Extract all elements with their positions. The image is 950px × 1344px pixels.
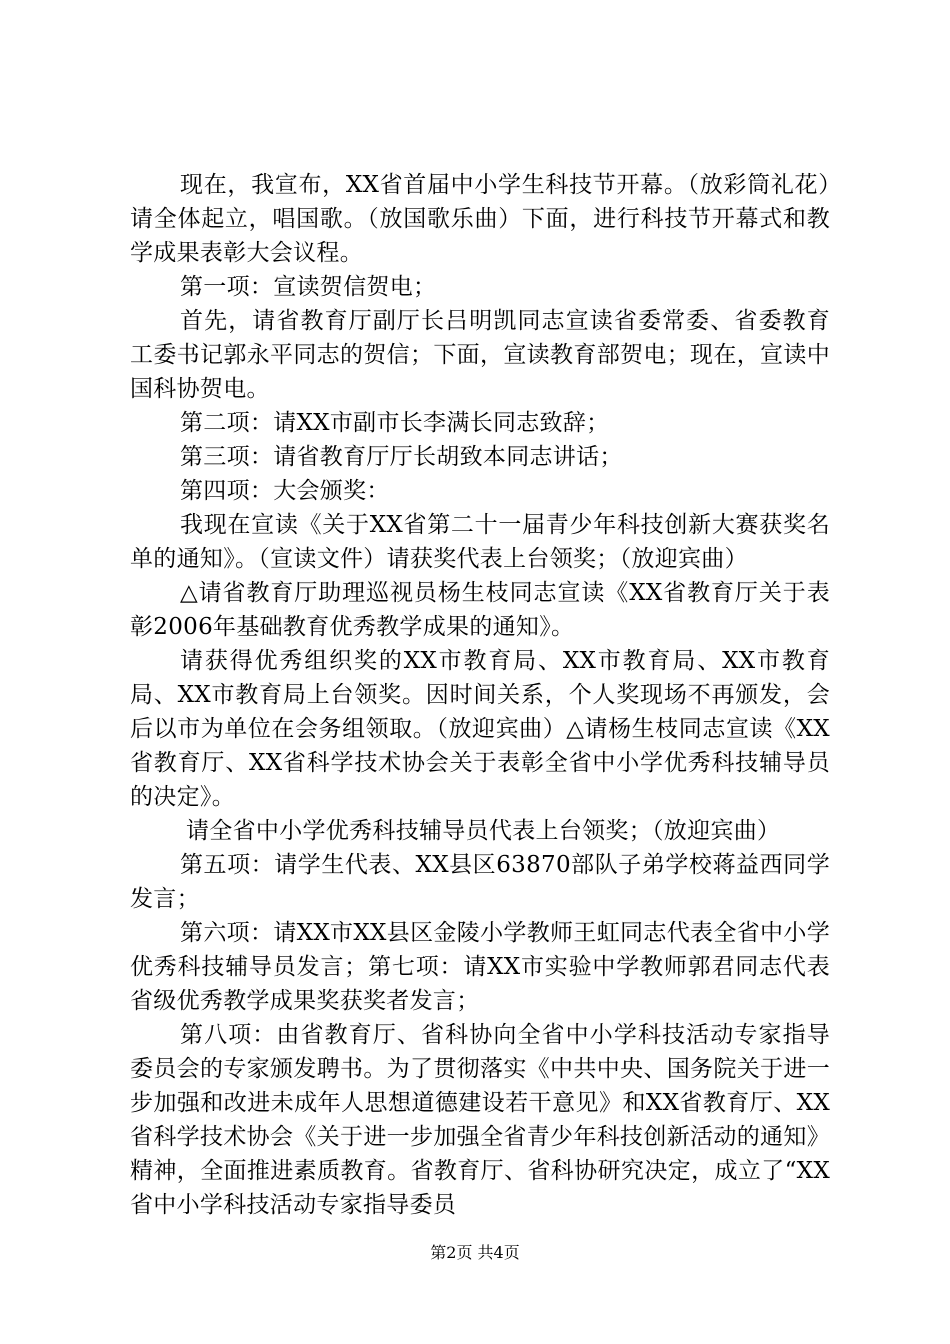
paragraph-item-2: 第二项：请XX市副市长李满长同志致辞； [180, 410, 610, 436]
paragraph-item-6-7: 第六项：请XX市XX县区金陵小学教师王虹同志代表全省中小学优秀科技辅导员发言；第七项：请XX市实验中学教师郭君同志代表省级优秀教学成果奖获奖者发言； [130, 920, 830, 1014]
paragraph-item-8: 第八项：由省教育厅、省科协向全省中小学科技活动专家指导委员会的专家颁发聘书。为了贯彻落实《中共中央、国务院关于进一步加强和改进未成年人思想道德建设若干意见》和XX省教育厅、XX省科学技术协会《关于进一步加强全省青少年科技创新活动的通知》精神，全面推进素质教育。省教育厅、省科协研究决定，成立了“XX省中小学科技活动专家指导委员 [130, 1022, 830, 1218]
document-body [130, 168, 830, 1222]
paragraph-item-4-announce: 我现在宣读《关于XX省第二十一届青少年科技创新大赛获奖名单的通知》。（宣读文件）请获奖代表上台领奖；（放迎宾曲） [130, 512, 830, 572]
paragraph-item-4-achievement: △请省教育厅助理巡视员杨生枝同志宣读《XX省教育厅关于表彰2006年基础教育优秀教学成果的通知》。 [130, 580, 830, 640]
paragraph-item-5: 第五项：请学生代表、XX县区63870部队子弟学校蒋益西同学发言； [130, 852, 830, 912]
paragraph-item-1-detail: 首先，请省教育厅副厅长吕明凯同志宣读省委常委、省委教育工委书记郭永平同志的贺信；下面，宣读教育部贺电；现在，宣读中国科协贺电。 [130, 308, 830, 402]
paragraph-item-1: 第一项：宣读贺信贺电； [180, 274, 437, 300]
paragraph-opening: 现在，我宣布，XX省首届中小学生科技节开幕。（放彩筒礼花）请全体起立，唱国歌。（放国歌乐曲）下面，进行科技节开幕式和教学成果表彰大会议程。 [130, 172, 830, 266]
paragraph-item-4-organization-award: 请获得优秀组织奖的XX市教育局、XX市教育局、XX市教育局、XX市教育局上台领奖。因时间关系，个人奖现场不再颁发，会后以市为单位在会务组领取。（放迎宾曲）△请杨生枝同志宣读《XX省教育厅、XX省科学技术协会关于表彰全省中小学优秀科技辅导员的决定》。 [130, 648, 830, 810]
paragraph-item-4-counselor-award: 请全省中小学优秀科技辅导员代表上台领奖；（放迎宾曲） [186, 818, 781, 844]
paragraph-item-3: 第三项：请省教育厅厅长胡致本同志讲话； [180, 444, 623, 470]
paragraph-item-4: 第四项：大会颁奖： [180, 478, 390, 504]
page-footer: 第2页 共4页 [430, 1243, 520, 1262]
